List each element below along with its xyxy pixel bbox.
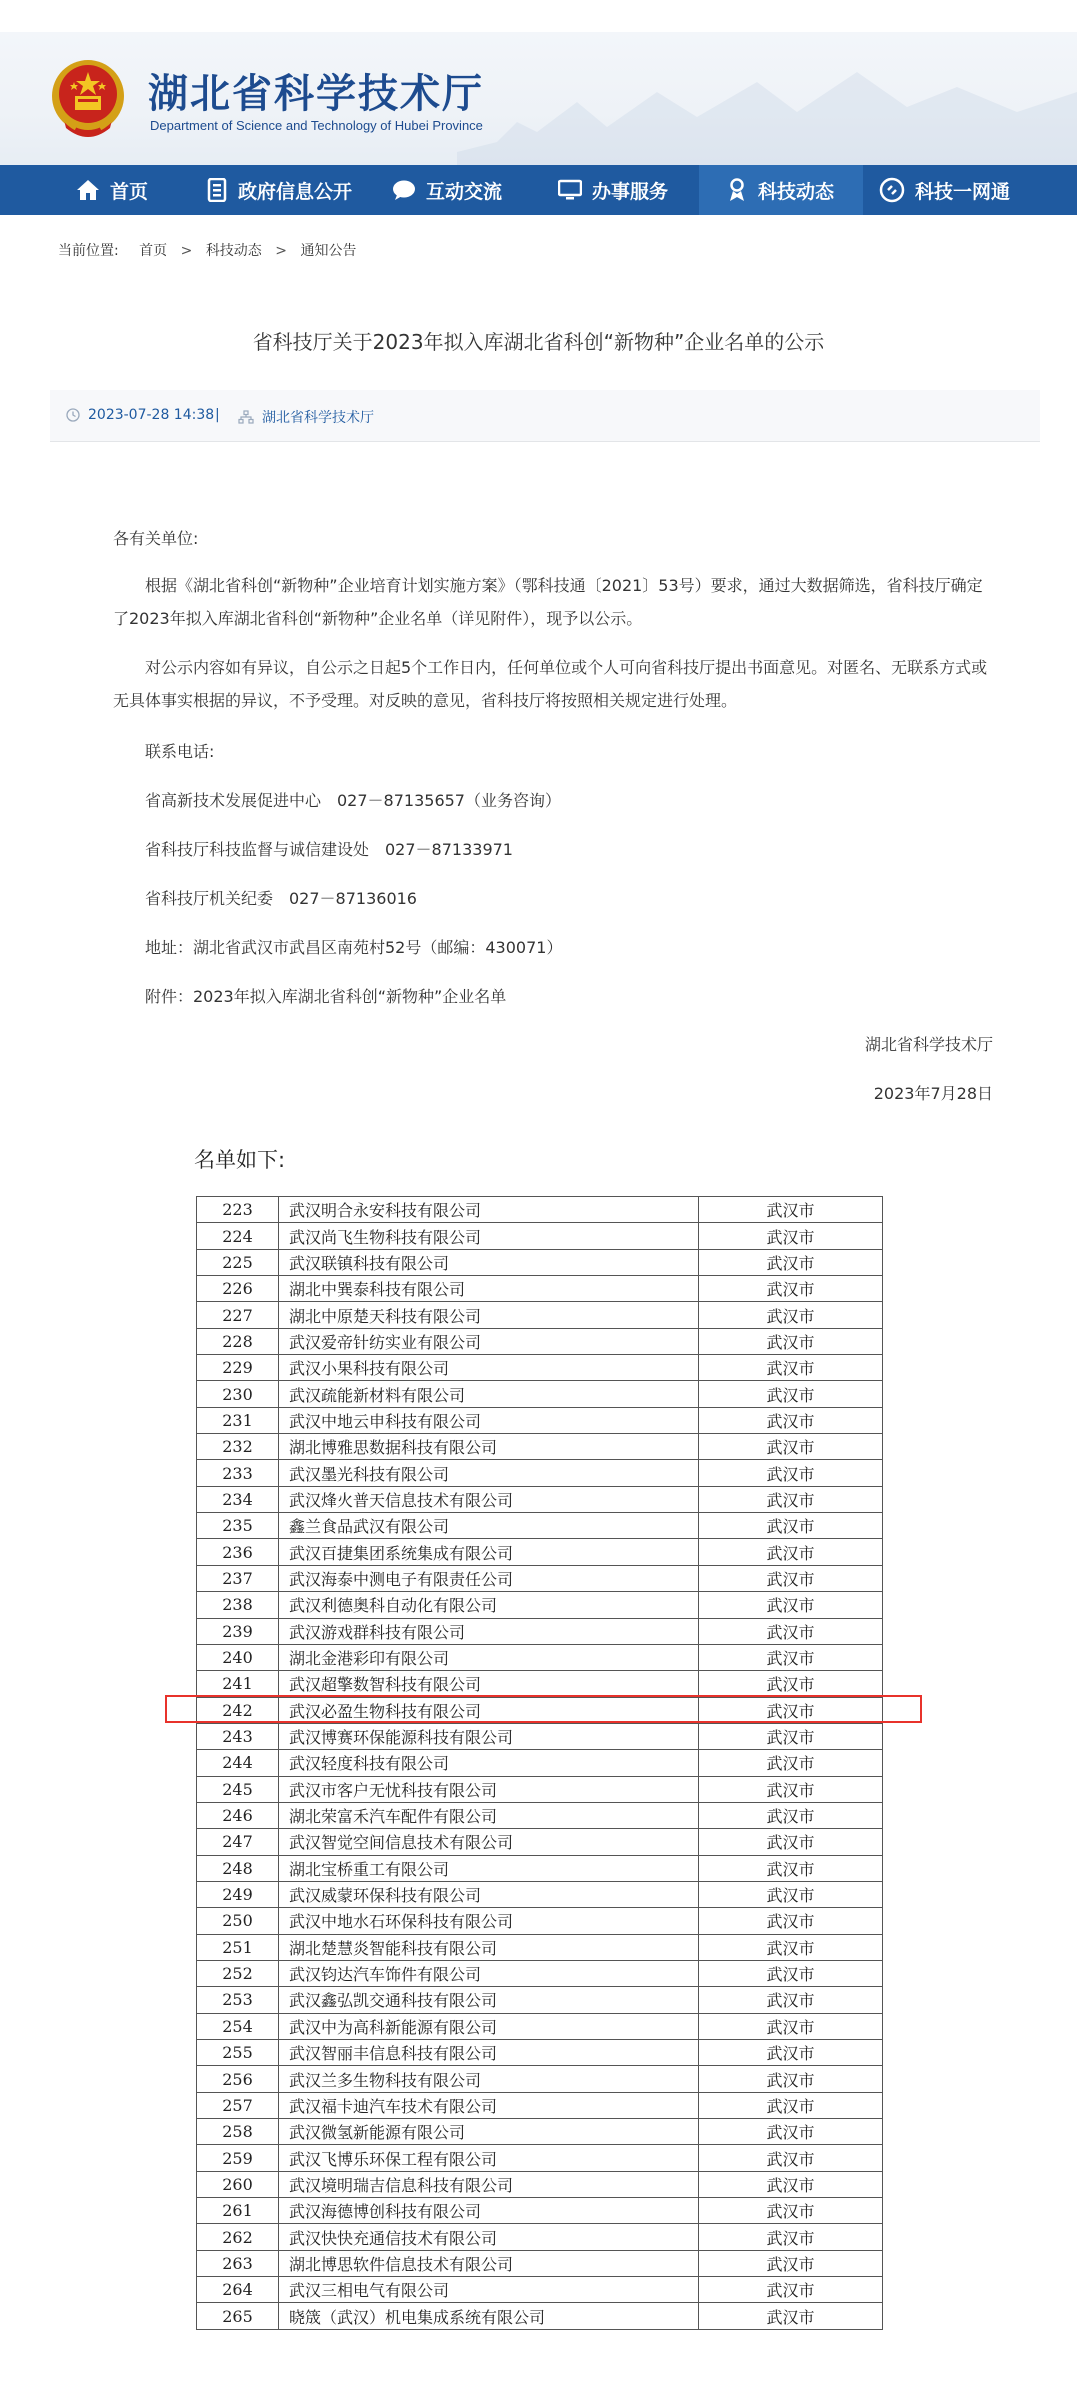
row-number-cell: 243	[197, 1723, 279, 1749]
company-name-cell: 湖北中原楚天科技有限公司	[279, 1302, 699, 1328]
contact-label: 联系电话:	[145, 742, 215, 761]
city-cell: 武汉市	[699, 1644, 883, 1670]
city-cell: 武汉市	[699, 2145, 883, 2171]
company-name-cell: 武汉三相电气有限公司	[279, 2277, 699, 2303]
table-row	[197, 1328, 883, 1354]
contact-line: 省科技厅科技监督与诚信建设处 027－87133971	[145, 840, 513, 859]
row-number-cell: 259	[197, 2145, 279, 2171]
table-row	[197, 1618, 883, 1644]
city-cell: 武汉市	[699, 2040, 883, 2066]
city-cell: 武汉市	[699, 1802, 883, 1828]
city-cell: 武汉市	[699, 2171, 883, 2197]
main-nav	[0, 165, 1077, 215]
table-row	[197, 1539, 883, 1565]
city-cell: 武汉市	[699, 1223, 883, 1249]
greeting: 各有关单位:	[113, 529, 199, 548]
table-row	[197, 1750, 883, 1776]
row-number-cell: 237	[197, 1565, 279, 1591]
row-number-cell: 224	[197, 1223, 279, 1249]
city-cell: 武汉市	[699, 1355, 883, 1381]
table-row	[197, 1249, 883, 1275]
table-row	[197, 2171, 883, 2197]
company-name-cell: 湖北博雅思数据科技有限公司	[279, 1434, 699, 1460]
company-name-cell: 武汉疏能新材料有限公司	[279, 1381, 699, 1407]
city-cell: 武汉市	[699, 1592, 883, 1618]
site-header	[0, 32, 1077, 165]
table-row	[197, 1723, 883, 1749]
organization-icon	[238, 410, 254, 424]
nav-item-label: 首页	[110, 180, 149, 203]
row-number-cell: 258	[197, 2119, 279, 2145]
city-cell: 武汉市	[699, 2224, 883, 2250]
table-row	[197, 1908, 883, 1934]
table-row	[197, 2277, 883, 2303]
table-row	[197, 1776, 883, 1802]
row-number-cell: 256	[197, 2066, 279, 2092]
paragraph-basis: 根据《湖北省科创“新物种”企业培育计划实施方案》（鄂科技通〔2021〕53号）要求，通过大数据筛选，省科技厅确定了2023年拟入库湖北省科创“新物种”企业名单（详见附件），现予以公示。	[113, 576, 983, 628]
row-number-cell: 249	[197, 1881, 279, 1907]
signature-date: 2023年7月28日	[873, 1084, 993, 1103]
company-name-cell: 武汉尚飞生物科技有限公司	[279, 1223, 699, 1249]
breadcrumb-separator: >	[180, 243, 193, 259]
city-cell: 武汉市	[699, 1197, 883, 1223]
city-cell: 武汉市	[699, 1671, 883, 1697]
row-number-cell: 254	[197, 2013, 279, 2039]
row-number-cell: 251	[197, 1934, 279, 1960]
row-number-cell: 244	[197, 1750, 279, 1776]
company-name-cell: 武汉境明瑞吉信息科技有限公司	[279, 2171, 699, 2197]
paragraph-objection: 对公示内容如有异议，自公示之日起5个工作日内，任何单位或个人可向省科技厅提出书面意见。对匿名、无联系方式或无具体事实根据的异议，不予受理。对反映的意见，省科技厅将按照相关规定进行处理。	[113, 658, 988, 710]
nav-item-sci-portal[interactable]	[879, 165, 1010, 215]
table-row	[197, 1881, 883, 1907]
table-row	[197, 1513, 883, 1539]
company-name-cell: 武汉飞博乐环保工程有限公司	[279, 2145, 699, 2171]
row-number-cell: 225	[197, 1249, 279, 1275]
city-cell: 武汉市	[699, 2119, 883, 2145]
row-number-cell: 263	[197, 2250, 279, 2276]
city-cell: 武汉市	[699, 1302, 883, 1328]
table-row	[197, 2066, 883, 2092]
row-number-cell: 255	[197, 2040, 279, 2066]
city-cell: 武汉市	[699, 1381, 883, 1407]
chat-bubble-icon	[392, 179, 416, 201]
company-name-cell: 武汉钧达汽车饰件有限公司	[279, 1960, 699, 1986]
row-number-cell: 262	[197, 2224, 279, 2250]
table-row	[197, 1802, 883, 1828]
breadcrumb-prefix: 当前位置:	[58, 243, 119, 259]
company-name-cell: 武汉中为高科新能源有限公司	[279, 2013, 699, 2039]
company-name-cell: 湖北楚慧炎智能科技有限公司	[279, 1934, 699, 1960]
table-row	[197, 2013, 883, 2039]
table-row	[197, 1223, 883, 1249]
company-name-cell: 武汉联镇科技有限公司	[279, 1249, 699, 1275]
person-badge-icon	[726, 178, 748, 202]
table-row	[197, 2250, 883, 2276]
row-number-cell: 233	[197, 1460, 279, 1486]
company-name-cell: 武汉爱帝针纺实业有限公司	[279, 1328, 699, 1354]
nav-item-interaction[interactable]	[392, 165, 502, 215]
table-row	[197, 1381, 883, 1407]
table-row	[197, 2092, 883, 2118]
row-number-cell: 239	[197, 1618, 279, 1644]
nav-item-label: 科技一网通	[915, 180, 1011, 203]
city-cell: 武汉市	[699, 1486, 883, 1512]
row-number-cell: 265	[197, 2303, 279, 2329]
publish-date-text: 2023-07-28 14:38	[88, 407, 215, 423]
row-number-cell: 250	[197, 1908, 279, 1934]
company-name-cell: 武汉中地水石环保科技有限公司	[279, 1908, 699, 1934]
highlight-box	[165, 1695, 922, 1723]
company-name-cell: 武汉轻度科技有限公司	[279, 1750, 699, 1776]
company-name-cell: 湖北金港彩印有限公司	[279, 1644, 699, 1670]
company-name-cell: 武汉鑫弘凯交通科技有限公司	[279, 1987, 699, 2013]
row-number-cell: 253	[197, 1987, 279, 2013]
company-name-cell: 武汉百捷集团系统集成有限公司	[279, 1539, 699, 1565]
table-row	[197, 1302, 883, 1328]
top-strip	[0, 0, 1077, 32]
company-name-cell: 湖北荣富禾汽车配件有限公司	[279, 1802, 699, 1828]
table-row	[197, 1197, 883, 1223]
company-name-cell: 武汉市客户无忧科技有限公司	[279, 1776, 699, 1802]
article-meta	[50, 390, 1040, 442]
publish-date	[66, 407, 214, 423]
skyline-decoration	[457, 32, 1077, 165]
company-name-cell: 湖北博思软件信息技术有限公司	[279, 2250, 699, 2276]
table-row	[197, 2303, 883, 2329]
table-row	[197, 1276, 883, 1302]
monitor-icon	[558, 179, 582, 201]
row-number-cell: 228	[197, 1328, 279, 1354]
breadcrumb-link-home[interactable]: 首页	[139, 243, 168, 259]
row-number-cell: 264	[197, 2277, 279, 2303]
table-row	[197, 1960, 883, 1986]
company-name-cell: 武汉必盈生物科技有限公司	[279, 1697, 699, 1723]
article-source-text: 湖北省科学技术厅	[262, 410, 374, 426]
city-cell: 武汉市	[699, 1618, 883, 1644]
row-number-cell: 238	[197, 1592, 279, 1618]
company-name-cell: 武汉烽火普天信息技术有限公司	[279, 1486, 699, 1512]
national-emblem-icon[interactable]	[48, 56, 128, 142]
nav-item-gov-info[interactable]	[206, 165, 352, 215]
company-name-cell: 武汉明合永安科技有限公司	[279, 1197, 699, 1223]
site-title[interactable]: 湖北省科学技术厅	[148, 70, 484, 117]
city-cell: 武汉市	[699, 1881, 883, 1907]
city-cell: 武汉市	[699, 1960, 883, 1986]
table-row	[197, 2119, 883, 2145]
table-row	[197, 2224, 883, 2250]
row-number-cell: 246	[197, 1802, 279, 1828]
breadcrumb-separator: >	[275, 243, 287, 259]
table-row	[197, 1644, 883, 1670]
city-cell: 武汉市	[699, 2250, 883, 2276]
table-row	[197, 2198, 883, 2224]
company-list-table	[196, 1196, 883, 2330]
row-number-cell: 223	[197, 1197, 279, 1223]
nav-item-label: 政府信息公开	[238, 180, 353, 203]
city-cell: 武汉市	[699, 1249, 883, 1275]
company-name-cell: 武汉快快充通信技术有限公司	[279, 2224, 699, 2250]
table-row	[197, 1486, 883, 1512]
row-number-cell: 261	[197, 2198, 279, 2224]
row-number-cell: 226	[197, 1276, 279, 1302]
company-name-cell: 武汉海德博创科技有限公司	[279, 2198, 699, 2224]
city-cell: 武汉市	[699, 1908, 883, 1934]
row-number-cell: 242	[197, 1697, 279, 1723]
city-cell: 武汉市	[699, 1565, 883, 1591]
globe-link-icon	[879, 177, 905, 203]
row-number-cell: 247	[197, 1829, 279, 1855]
list-heading: 名单如下:	[194, 1148, 286, 1172]
city-cell: 武汉市	[699, 1434, 883, 1460]
company-name-cell: 武汉海泰中测电子有限责任公司	[279, 1565, 699, 1591]
city-cell: 武汉市	[699, 1750, 883, 1776]
attachment-link[interactable]: 附件：2023年拟入库湖北省科创“新物种”企业名单	[145, 987, 507, 1006]
company-name-cell: 湖北中巽泰科技有限公司	[279, 1276, 699, 1302]
company-name-cell: 武汉智觉空间信息技术有限公司	[279, 1829, 699, 1855]
company-name-cell: 武汉兰多生物科技有限公司	[279, 2066, 699, 2092]
city-cell: 武汉市	[699, 1723, 883, 1749]
table-row	[197, 1565, 883, 1591]
company-name-cell: 武汉小果科技有限公司	[279, 1355, 699, 1381]
city-cell: 武汉市	[699, 1407, 883, 1433]
company-name-cell: 武汉中地云申科技有限公司	[279, 1407, 699, 1433]
table-row	[197, 1855, 883, 1881]
city-cell: 武汉市	[699, 1987, 883, 2013]
company-name-cell: 武汉威蒙环保科技有限公司	[279, 1881, 699, 1907]
table-row	[197, 1407, 883, 1433]
breadcrumb-link-sci-news[interactable]: 科技动态	[205, 243, 262, 259]
document-icon	[206, 178, 228, 202]
nav-item-label: 办事服务	[592, 180, 669, 203]
row-number-cell: 235	[197, 1513, 279, 1539]
city-cell: 武汉市	[699, 1539, 883, 1565]
city-cell: 武汉市	[699, 2277, 883, 2303]
breadcrumb	[58, 240, 356, 260]
city-cell: 武汉市	[699, 2066, 883, 2092]
company-name-cell: 武汉游戏群科技有限公司	[279, 1618, 699, 1644]
table-row	[197, 1987, 883, 2013]
clock-icon	[66, 408, 80, 422]
table-row	[197, 2040, 883, 2066]
home-icon	[76, 179, 100, 201]
contact-line: 省高新技术发展促进中心 027－87135657（业务咨询）	[145, 791, 561, 810]
city-cell: 武汉市	[699, 2013, 883, 2039]
company-name-cell: 武汉微氢新能源有限公司	[279, 2119, 699, 2145]
row-number-cell: 234	[197, 1486, 279, 1512]
article-title: 省科技厅关于2023年拟入库湖北省科创“新物种”企业名单的公示	[252, 330, 825, 354]
city-cell: 武汉市	[699, 1697, 883, 1723]
table-row	[197, 1829, 883, 1855]
city-cell: 武汉市	[699, 1855, 883, 1881]
city-cell: 武汉市	[699, 2303, 883, 2329]
company-name-cell: 鑫兰食品武汉有限公司	[279, 1513, 699, 1539]
nav-item-home[interactable]	[76, 165, 148, 215]
row-number-cell: 260	[197, 2171, 279, 2197]
table-row	[197, 1460, 883, 1486]
row-number-cell: 245	[197, 1776, 279, 1802]
row-number-cell: 231	[197, 1407, 279, 1433]
row-number-cell: 252	[197, 1960, 279, 1986]
meta-divider: |	[215, 407, 220, 423]
city-cell: 武汉市	[699, 1934, 883, 1960]
city-cell: 武汉市	[699, 1829, 883, 1855]
nav-item-services[interactable]	[558, 165, 668, 215]
row-number-cell: 232	[197, 1434, 279, 1460]
row-number-cell: 257	[197, 2092, 279, 2118]
article-source	[238, 407, 374, 427]
row-number-cell: 227	[197, 1302, 279, 1328]
company-name-cell: 湖北宝桥重工有限公司	[279, 1855, 699, 1881]
row-number-cell: 240	[197, 1644, 279, 1670]
city-cell: 武汉市	[699, 1513, 883, 1539]
city-cell: 武汉市	[699, 1776, 883, 1802]
city-cell: 武汉市	[699, 1460, 883, 1486]
table-row	[197, 1671, 883, 1697]
table-row	[197, 1592, 883, 1618]
city-cell: 武汉市	[699, 1276, 883, 1302]
city-cell: 武汉市	[699, 2092, 883, 2118]
company-name-cell: 武汉墨光科技有限公司	[279, 1460, 699, 1486]
company-name-cell: 武汉福卡迪汽车技术有限公司	[279, 2092, 699, 2118]
nav-item-sci-news[interactable]	[699, 165, 863, 215]
company-name-cell: 武汉博赛环保能源科技有限公司	[279, 1723, 699, 1749]
breadcrumb-link-notices[interactable]: 通知公告	[300, 243, 357, 259]
row-number-cell: 229	[197, 1355, 279, 1381]
table-row	[197, 1355, 883, 1381]
row-number-cell: 236	[197, 1539, 279, 1565]
address-line: 地址：湖北省武汉市武昌区南苑村52号（邮编：430071）	[145, 938, 563, 957]
company-name-cell: 武汉利德奥科自动化有限公司	[279, 1592, 699, 1618]
row-number-cell: 230	[197, 1381, 279, 1407]
company-name-cell: 晓筬（武汉）机电集成系统有限公司	[279, 2303, 699, 2329]
row-number-cell: 241	[197, 1671, 279, 1697]
table-row	[197, 1934, 883, 1960]
contact-line: 省科技厅机关纪委 027－87136016	[145, 889, 417, 908]
row-number-cell: 248	[197, 1855, 279, 1881]
city-cell: 武汉市	[699, 2198, 883, 2224]
signature: 湖北省科学技术厅	[864, 1035, 993, 1054]
site-subtitle: Department of Science and Technology of Hubei Province	[150, 118, 483, 133]
nav-item-label: 科技动态	[758, 180, 835, 203]
nav-item-label: 互动交流	[426, 180, 503, 203]
table-row	[197, 2145, 883, 2171]
city-cell: 武汉市	[699, 1328, 883, 1354]
company-name-cell: 武汉智丽丰信息科技有限公司	[279, 2040, 699, 2066]
company-name-cell: 武汉超擎数智科技有限公司	[279, 1671, 699, 1697]
table-row	[197, 1434, 883, 1460]
